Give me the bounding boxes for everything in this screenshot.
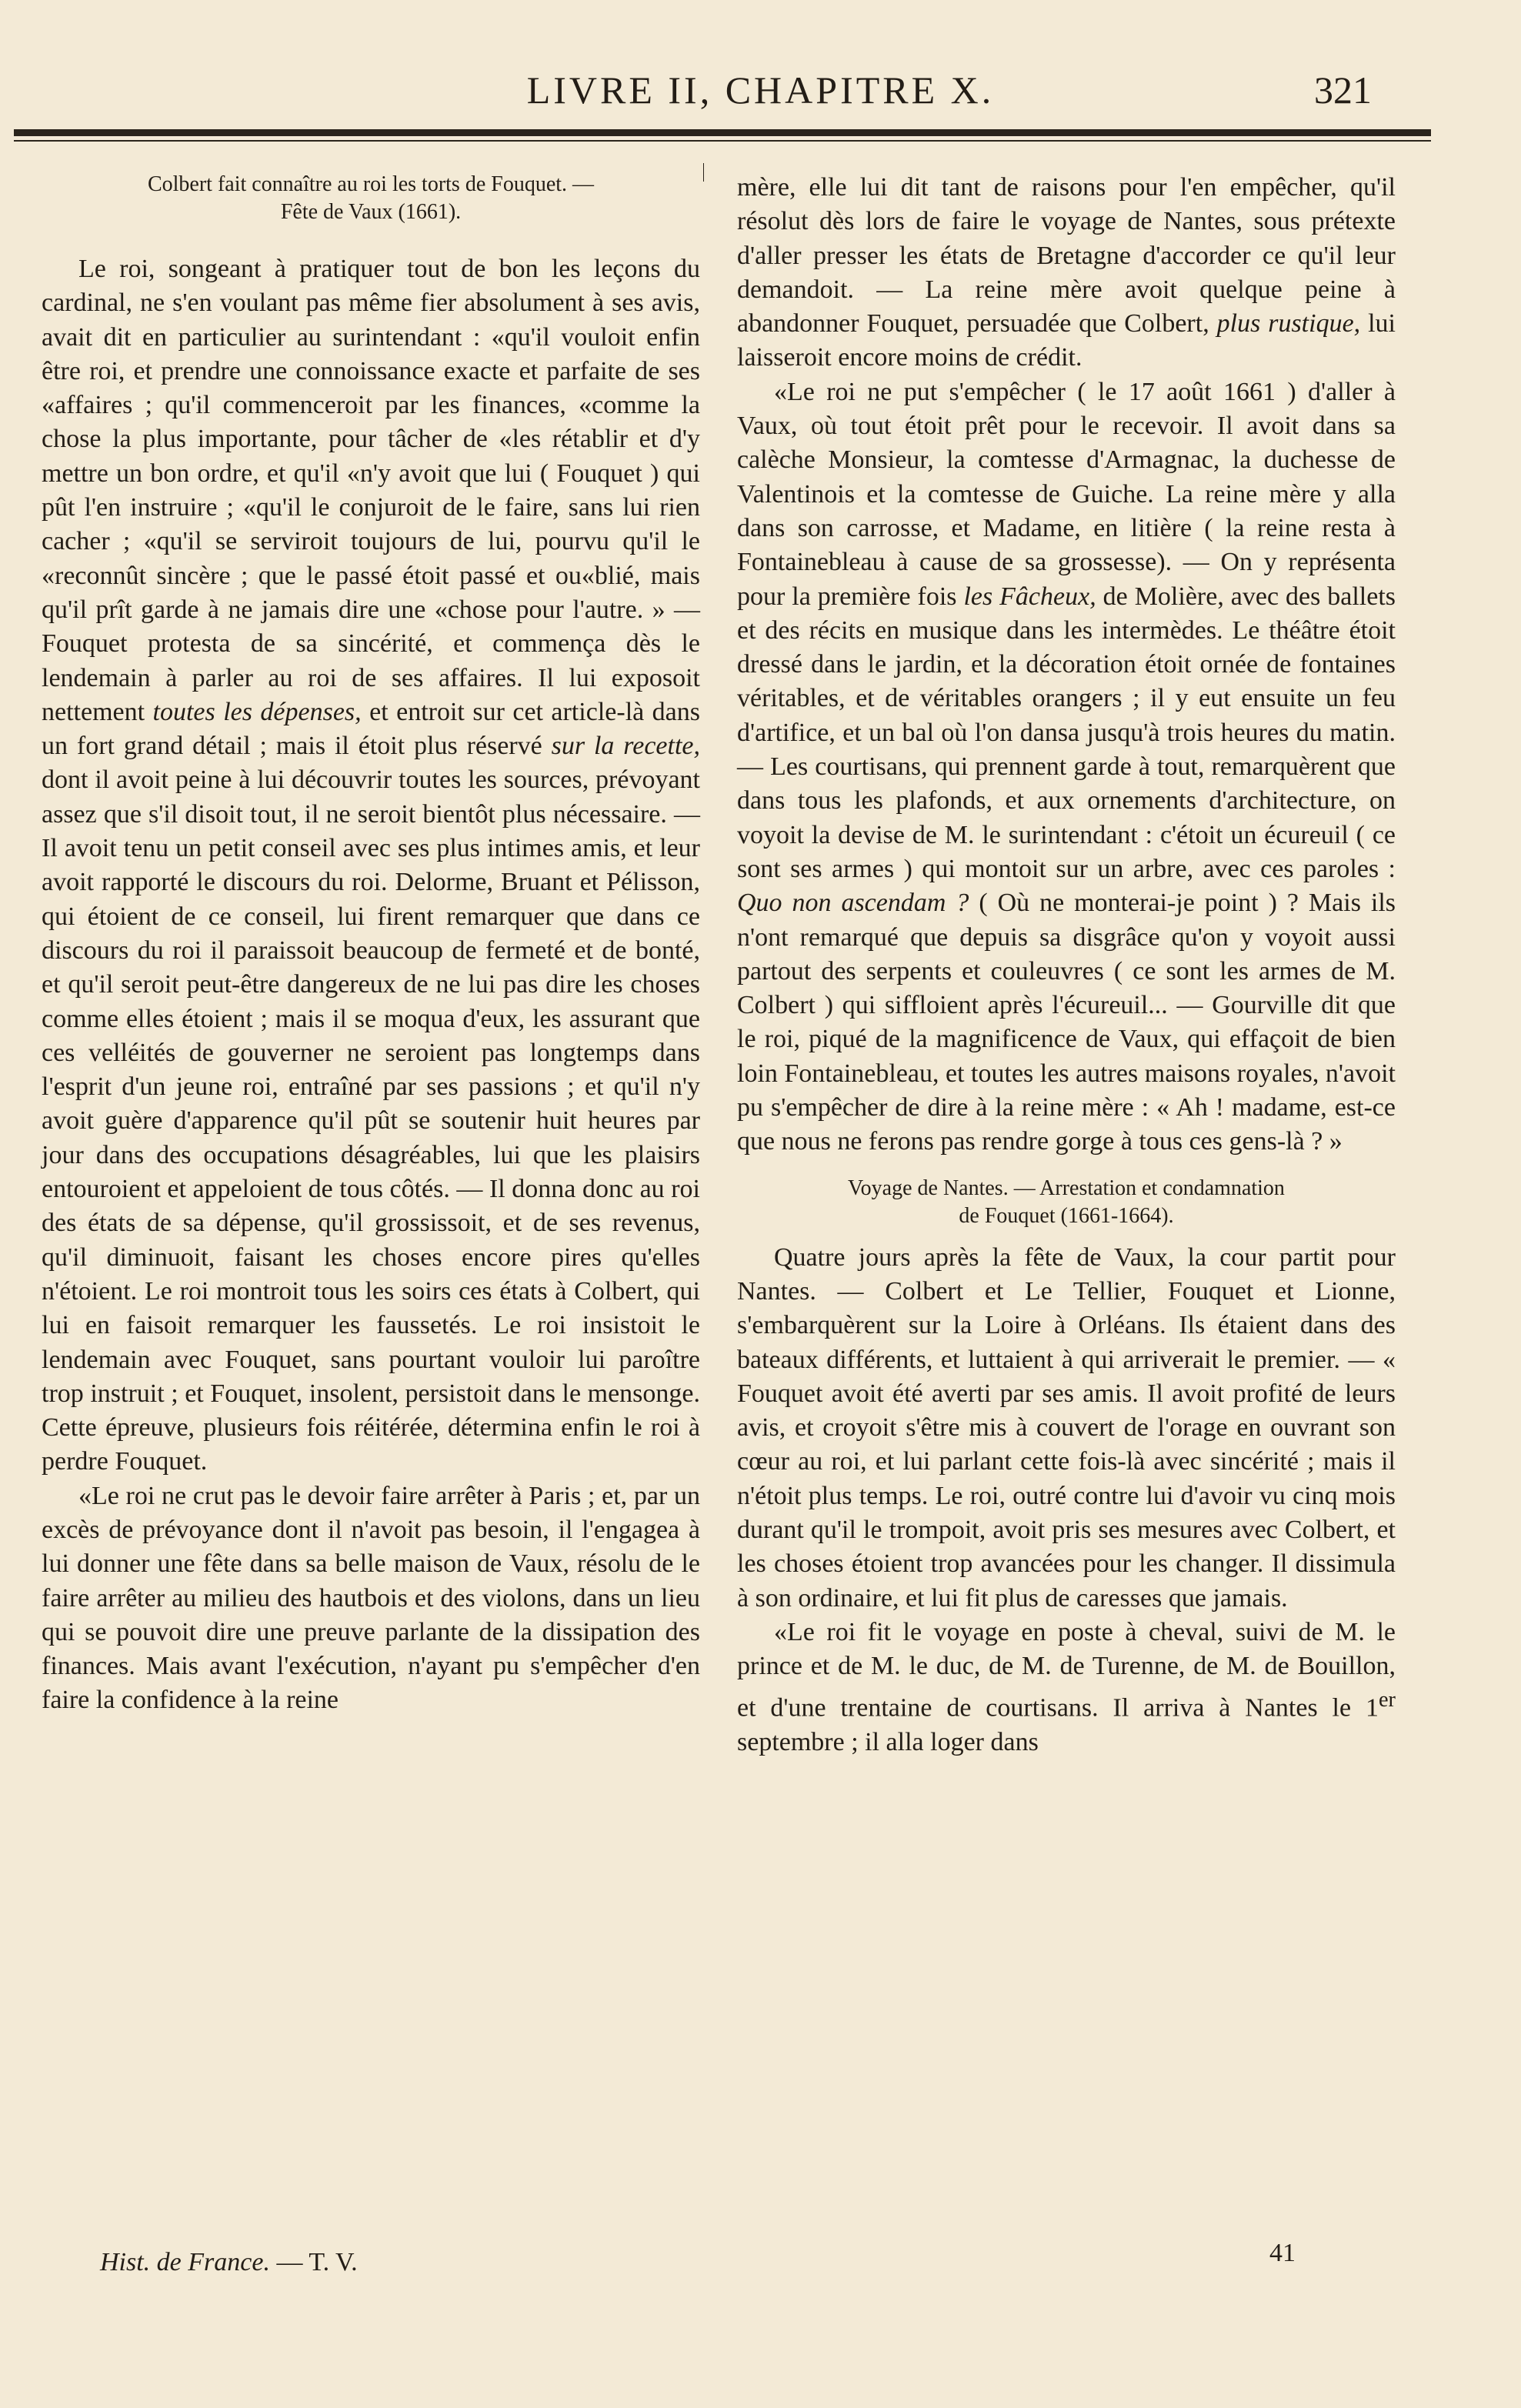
text-run: «Le roi fit le voyage en poste à cheval, suivi de M. le prince et de M. le duc, de M. de Turenne, de M. de Bouillon, et d'une trentaine de courtisans. Il arriva à Nantes le 1	[737, 1617, 1396, 1723]
source-volume: — T. V.	[269, 2248, 358, 2276]
signature-mark: 41	[1269, 2239, 1296, 2267]
italic-run: sur la recette,	[551, 732, 700, 761]
text-run: mère, elle lui dit tant de raisons pour l'en empêcher, qu'il résolut dès lors de faire le voyage de Nantes, sous prétexte d'aller presser les états de Bretagne d'accorder ce qu'il leur demandoit. — La reine mère avoit quelque peine à abandonner Fouquet, persuadée que Colbert,	[737, 173, 1396, 339]
left-column	[42, 171, 700, 1718]
text-run: dont il avoit peine à lui découvrir toutes les sources, prévoyant assez que s'il disoit tout, il ne seroit bientôt plus nécessaire. — Il avoit tenu un petit conseil avec ses plus intimes amis, et leur avoit rapporté le discours du roi. Delorme, Bruant et Pélisson, qui étoient de ce conseil, lui firent remarquer que dans ce discours du roi il paraissoit beaucoup de fermeté et de bonté, et qu'il seroit peut-être dangereux de ne lui pas dire les choses comme elles étoient ; mais il se moqua d'eux, les assurant que ces velléités de gouverner ne seroient pas longtemps dans l'esprit d'un jeune roi, entraîné par ses passions ; et qu'il n'y avoit guère d'apparence qu'il pût se soutenir huit heures par jour dans des occupations désagréables, lui que les plaisirs entouroient et appeloient de tous côtés. — Il donna donc au roi des états de sa dépense, qu'il grossissoit, et de ses revenus, qu'il diminuoit, faisant les choses encore pires qu'elles n'étoient. Le roi montroit tous les soirs ces états à Colbert, qui lui en faisoit remarquer les faussetés. Le roi insistoit le lendemain avec Fouquet, sans pourtant vouloir lui paroître trop instruit ; et Fouquet, insolent, persistoit dans le mensonge. Cette épreuve, plusieurs fois réitérée, détermina enfin le roi à perdre Fouquet.	[42, 765, 700, 1476]
text-run: et entroit sur cet article-là dans un fort grand détail ; mais il étoit plus réservé	[42, 697, 701, 761]
source-footer	[100, 2248, 358, 2277]
header-rule-thick	[14, 129, 1431, 136]
superscript: er	[1378, 1688, 1396, 1713]
source-title: Hist. de France.	[100, 2248, 270, 2276]
italic-run: Quo non ascendam ?	[737, 889, 969, 918]
heading-line-2: Fête de Vaux (1661).	[280, 200, 462, 224]
header-rule-thin	[14, 140, 1431, 142]
right-column	[737, 171, 1396, 1759]
paragraph	[737, 1616, 1396, 1760]
page-header	[0, 68, 1521, 114]
italic-run: plus rustique,	[1216, 309, 1361, 339]
text-run: «Le roi ne put s'empêcher ( le 17 août 1661 ) d'aller à Vaux, où tout étoit prêt pour le recevoir. Il avoit dans sa calèche Monsieur, la comtesse d'Armagnac, la duchesse de Valentinois et la comtesse de Guiche. La reine mère y alla dans son carrosse, et Madame, en litière ( la reine resta à Fontainebleau à cause de sa grossesse). — On y représenta pour la première fois	[737, 377, 1396, 611]
heading-line-1: Voyage de Nantes. — Arrestation et condamnation	[848, 1176, 1285, 1200]
section-heading-vaux	[42, 171, 700, 226]
text-run: de Molière, avec des ballets et des récits en musique dans les intermèdes. Le théâtre étoit dressé dans le jardin, et la décoration étoit ornée de fontaines véritables, et de véritables orangers ; il y eut ensuite un feu d'artifice, et un bal où l'on dansa jusqu'à trois heures du matin. — Les courtisans, qui prennent garde à tout, remarquèrent que dans tous les plafonds, et aux ornements d'architecture, on voyoit la devise de M. le surintendant : c'étoit un écureuil ( ce sont ses armes ) qui montoit sur un arbre, avec ces paroles :	[737, 582, 1396, 883]
section-heading-nantes	[737, 1175, 1396, 1230]
heading-line-2: de Fouquet (1661-1664).	[959, 1203, 1174, 1228]
paragraph	[42, 252, 700, 1479]
text-run: Le roi, songeant à pratiquer tout de bon les leçons du cardinal, ne s'en voulant pas même fier absolument à ses avis, avait dit en particulier au surintendant : «qu'il vouloit enfin être roi, et prendre une connoissance exacte et parfaite de ses «affaires ; qu'il commenceroit par les finances, «comme la chose la plus importante, pour tâcher de «les rétablir et d'y mettre un bon ordre, et qu'il «n'y avoit que lui ( Fouquet ) qui pût l'en instruire ; «qu'il le conjuroit de le faire, sans lui rien cacher ; «qu'il se serviroit toujours de lui, pourvu qu'il le «reconnût sincère ; que le passé étoit passé et ou«blié, mais qu'il prît garde à ne jamais dire une «chose pour l'autre. » — Fouquet protesta de sa sincérité, et commença dès le lendemain à parler au roi de ses affaires. Il lui exposoit nettement	[42, 255, 700, 726]
running-title: LIVRE II, CHAPITRE X.	[526, 68, 995, 112]
text-run: ( Où ne monterai-je point ) ? Mais ils n'ont remarqué que depuis sa disgrâce qu'on y voyoit aussi partout des serpents et couleuvres ( ce sont les armes de M. Colbert ) qui siffloient après l'écureuil... — Gourville dit que le roi, piqué de la magnificence de Vaux, qui effaçoit de bien loin Fontainebleau, et toutes les autres maisons royales, n'avoit pu s'empêcher de dire à la reine mère : « Ah ! madame, est-ce que nous ne ferons pas rendre gorge à tous ces gens-là ? »	[737, 889, 1396, 1156]
text-run: lui laisseroit encore moins de crédit.	[737, 309, 1396, 372]
page-number: 321	[1314, 68, 1372, 112]
italic-run: toutes les dépenses,	[152, 697, 362, 726]
paragraph-continued	[737, 171, 1396, 375]
italic-run: les Fâcheux,	[963, 582, 1096, 611]
paragraph	[737, 375, 1396, 1159]
paragraph: «Le roi ne crut pas le devoir faire arrêter à Paris ; et, par un excès de prévoyance dont il n'avoit pas besoin, il l'engagea à lui donner une fête dans sa belle maison de Vaux, résolu de le faire arrêter au milieu des hautbois et des violons, dans un lieu qui se pouvoit dire une preuve parlante de la dissipation des finances. Mais avant l'exécution, n'ayant pu s'empêcher d'en faire la confidence à la reine	[42, 1481, 700, 1715]
paragraph: Quatre jours après la fête de Vaux, la cour partit pour Nantes. — Colbert et Le Tellier, Fouquet et Lionne, s'embarquèrent sur la Loire à Orléans. Ils étaient dans des bateaux différents, et luttaient à qui arriverait le premier. — « Fouquet avoit été averti par ses amis. Il avoit profité de leurs avis, et croyoit s'être mis à couvert de l'orage en ouvrant son cœur au roi, et lui parlant cette fois-là avec sincérité ; mais il n'étoit plus temps. Le roi, outré contre lui d'avoir vu cinq mois durant qu'il le trompoit, avoit pris ses mesures avec Colbert, et les choses étoient trop avancées pour les changer. Il dissimula à son ordinaire, et lui fit plus de caresses que jamais.	[737, 1242, 1396, 1613]
text-run: septembre ; il alla loger dans	[737, 1728, 1039, 1757]
column-divider	[703, 163, 704, 182]
heading-line-1: Colbert fait connaître au roi les torts de Fouquet. —	[147, 172, 595, 196]
